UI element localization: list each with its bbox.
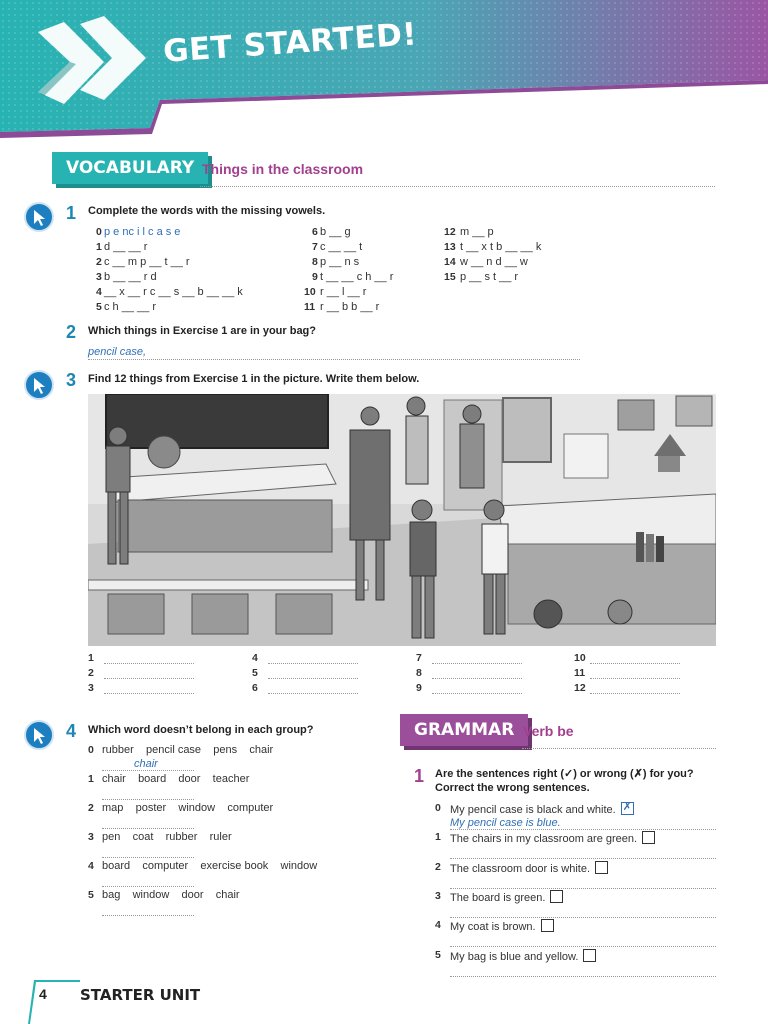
checkbox[interactable]	[550, 890, 563, 903]
sentence-text: My pencil case is black and white.	[450, 804, 616, 816]
page-title: GET STARTED!	[162, 16, 419, 70]
sentence-text: The chairs in my classroom are green.	[450, 833, 638, 846]
word-groups	[88, 744, 378, 924]
vocabulary-tag: VOCABULARY	[52, 152, 208, 184]
word-puzzle[interactable]: d __ __ r	[104, 241, 148, 253]
answer-blank[interactable]	[432, 663, 522, 664]
sentence-text: My bag is blue and yellow.	[450, 950, 579, 963]
footer	[0, 966, 768, 1024]
word-puzzle[interactable]: b __ g	[320, 226, 351, 238]
answer-line[interactable]	[102, 799, 194, 800]
word-puzzle[interactable]: m __ p	[460, 226, 494, 238]
blank-number: 12	[574, 682, 586, 694]
answer-blank[interactable]	[590, 693, 680, 694]
item-number: 4	[435, 919, 441, 932]
item-number: 15	[444, 271, 456, 283]
answer-blank[interactable]	[268, 678, 358, 679]
exercise-number: 1	[414, 766, 425, 786]
answer-blank[interactable]	[104, 663, 194, 664]
exercise-number: 4	[66, 721, 77, 741]
answer-blank[interactable]	[268, 693, 358, 694]
item-number: 2	[88, 802, 94, 814]
handwritten-answer: pencil case,	[88, 346, 147, 358]
classroom-illustration	[88, 394, 716, 646]
answer-line[interactable]	[450, 888, 716, 889]
blank-number: 1	[88, 652, 94, 664]
item-number: 3	[96, 271, 102, 283]
word-puzzle[interactable]: c __ __ t	[320, 241, 363, 253]
word-puzzle[interactable]: p e nc i l c a s e	[104, 226, 181, 238]
exercise-instruction: Find 12 things from Exercise 1 in the picture. Write them below.	[88, 373, 420, 385]
exercise-instruction: Are the sentences right (✓) or wrong (✗) for you?	[435, 768, 694, 780]
item-number: 10	[304, 286, 316, 298]
header-banner	[0, 0, 768, 150]
sentence	[450, 831, 655, 845]
answer-line[interactable]	[450, 917, 716, 918]
item-number: 9	[312, 271, 318, 283]
blank-number: 5	[252, 667, 258, 679]
sentence-text: The classroom door is white.	[450, 862, 590, 875]
exercise-instruction: Complete the words with the missing vowels.	[88, 205, 326, 217]
divider	[522, 748, 716, 749]
sentence	[450, 949, 596, 963]
blank-number: 2	[88, 667, 94, 679]
item-number: 6	[312, 226, 318, 238]
item-number: 3	[435, 889, 441, 902]
answer-blank[interactable]	[432, 678, 522, 679]
word-puzzle[interactable]: r __ b b __ r	[320, 301, 380, 313]
word-puzzle[interactable]: p __ n s	[320, 256, 360, 268]
word-puzzle[interactable]: __ x __ r c __ s __ b __ __ k	[104, 286, 243, 298]
answer-line[interactable]	[450, 946, 716, 947]
grammar-sentences	[435, 802, 716, 978]
blank-number: 10	[574, 652, 586, 664]
exercise-number: 2	[66, 322, 77, 342]
checkbox[interactable]	[541, 919, 554, 932]
answer-blank[interactable]	[268, 663, 358, 664]
divider	[200, 186, 715, 187]
word-group: bag window door chair	[102, 889, 240, 901]
blank-number: 11	[574, 667, 586, 679]
checkbox[interactable]	[642, 831, 655, 844]
item-number: 0	[96, 226, 102, 238]
word-puzzle[interactable]: c __ m p __ t __ r	[104, 256, 190, 268]
answer-blank[interactable]	[590, 663, 680, 664]
word-puzzle[interactable]: p __ s t __ r	[460, 271, 519, 283]
item-number: 0	[435, 802, 441, 814]
item-number: 7	[312, 241, 318, 253]
answer-blank[interactable]	[432, 693, 522, 694]
handwritten-answer: My pencil case is blue.	[450, 817, 561, 829]
item-number: 3	[88, 831, 94, 843]
blank-number: 7	[416, 652, 422, 664]
cursor-icon	[24, 202, 54, 232]
exercise-instruction: Which things in Exercise 1 are in your bag?	[88, 325, 316, 337]
grammar-subtitle: Verb be	[523, 723, 574, 739]
sentence-text: The board is green.	[450, 891, 546, 904]
sentence	[450, 802, 634, 816]
blank-number: 9	[416, 682, 422, 694]
answer-line[interactable]	[102, 857, 194, 858]
item-number: 0	[88, 744, 94, 756]
answer-line[interactable]	[102, 770, 194, 771]
exercise-instruction: Correct the wrong sentences.	[435, 782, 590, 794]
word-puzzle[interactable]: r __ l __ r	[320, 286, 367, 298]
item-number: 13	[444, 241, 456, 253]
answer-blank[interactable]	[104, 693, 194, 694]
word-group: rubber pencil case pens chair	[102, 744, 274, 756]
word-puzzle[interactable]: w __ n d __ w	[460, 256, 528, 268]
item-number: 4	[96, 286, 102, 298]
item-number: 5	[88, 889, 94, 901]
page-number: 4	[39, 986, 47, 1002]
blank-number: 8	[416, 667, 422, 679]
blank-number: 6	[252, 682, 258, 694]
item-number: 1	[435, 831, 441, 844]
answer-line[interactable]	[450, 858, 716, 859]
item-number: 14	[444, 256, 456, 268]
answer-line[interactable]	[102, 886, 194, 887]
answer-blanks	[88, 652, 716, 700]
checkbox[interactable]	[583, 949, 596, 962]
word-group: chair board door teacher	[102, 773, 250, 785]
cursor-icon	[24, 720, 54, 750]
word-puzzle[interactable]: t __ x t b __ __ k	[460, 241, 542, 253]
item-number: 1	[96, 241, 102, 253]
item-number: 2	[435, 860, 441, 873]
sentence	[450, 861, 608, 875]
item-number: 5	[435, 948, 441, 961]
word-group: board computer exercise book window	[102, 860, 318, 872]
cursor-icon	[24, 370, 54, 400]
blank-number: 3	[88, 682, 94, 694]
answer-blank[interactable]	[590, 678, 680, 679]
item-number: 11	[304, 301, 316, 313]
grammar-tag: GRAMMAR	[400, 714, 528, 746]
handwritten-answer: chair	[134, 758, 158, 770]
item-number: 2	[96, 256, 102, 268]
sentence-text: My coat is brown.	[450, 921, 536, 934]
checkbox[interactable]	[595, 861, 608, 874]
blank-number: 4	[252, 652, 258, 664]
checkbox[interactable]	[621, 802, 634, 815]
item-number: 4	[88, 860, 94, 872]
sentence	[450, 890, 563, 904]
answer-line[interactable]	[450, 829, 716, 830]
exercise-number: 3	[66, 370, 77, 390]
word-puzzle[interactable]: c h __ __ r	[104, 301, 156, 313]
item-number: 1	[88, 773, 94, 785]
vocabulary-subtitle: Things in the classroom	[202, 161, 364, 177]
word-puzzle[interactable]: t __ __ c h __ r	[320, 271, 394, 283]
word-group: map poster window computer	[102, 802, 274, 814]
unit-title: STARTER UNIT	[80, 986, 201, 1004]
answer-blank[interactable]	[104, 678, 194, 679]
answer-line[interactable]	[102, 915, 194, 916]
exercise-number: 1	[66, 203, 77, 223]
answer-line[interactable]	[102, 828, 194, 829]
sentence	[450, 919, 554, 933]
word-group: pen coat rubber ruler	[102, 831, 232, 843]
answer-line[interactable]	[88, 359, 580, 360]
exercise-instruction: Which word doesn’t belong in each group?	[88, 724, 314, 736]
item-number: 12	[444, 226, 456, 238]
item-number: 8	[312, 256, 318, 268]
word-puzzle[interactable]: b __ __ r d	[104, 271, 157, 283]
item-number: 5	[96, 301, 102, 313]
